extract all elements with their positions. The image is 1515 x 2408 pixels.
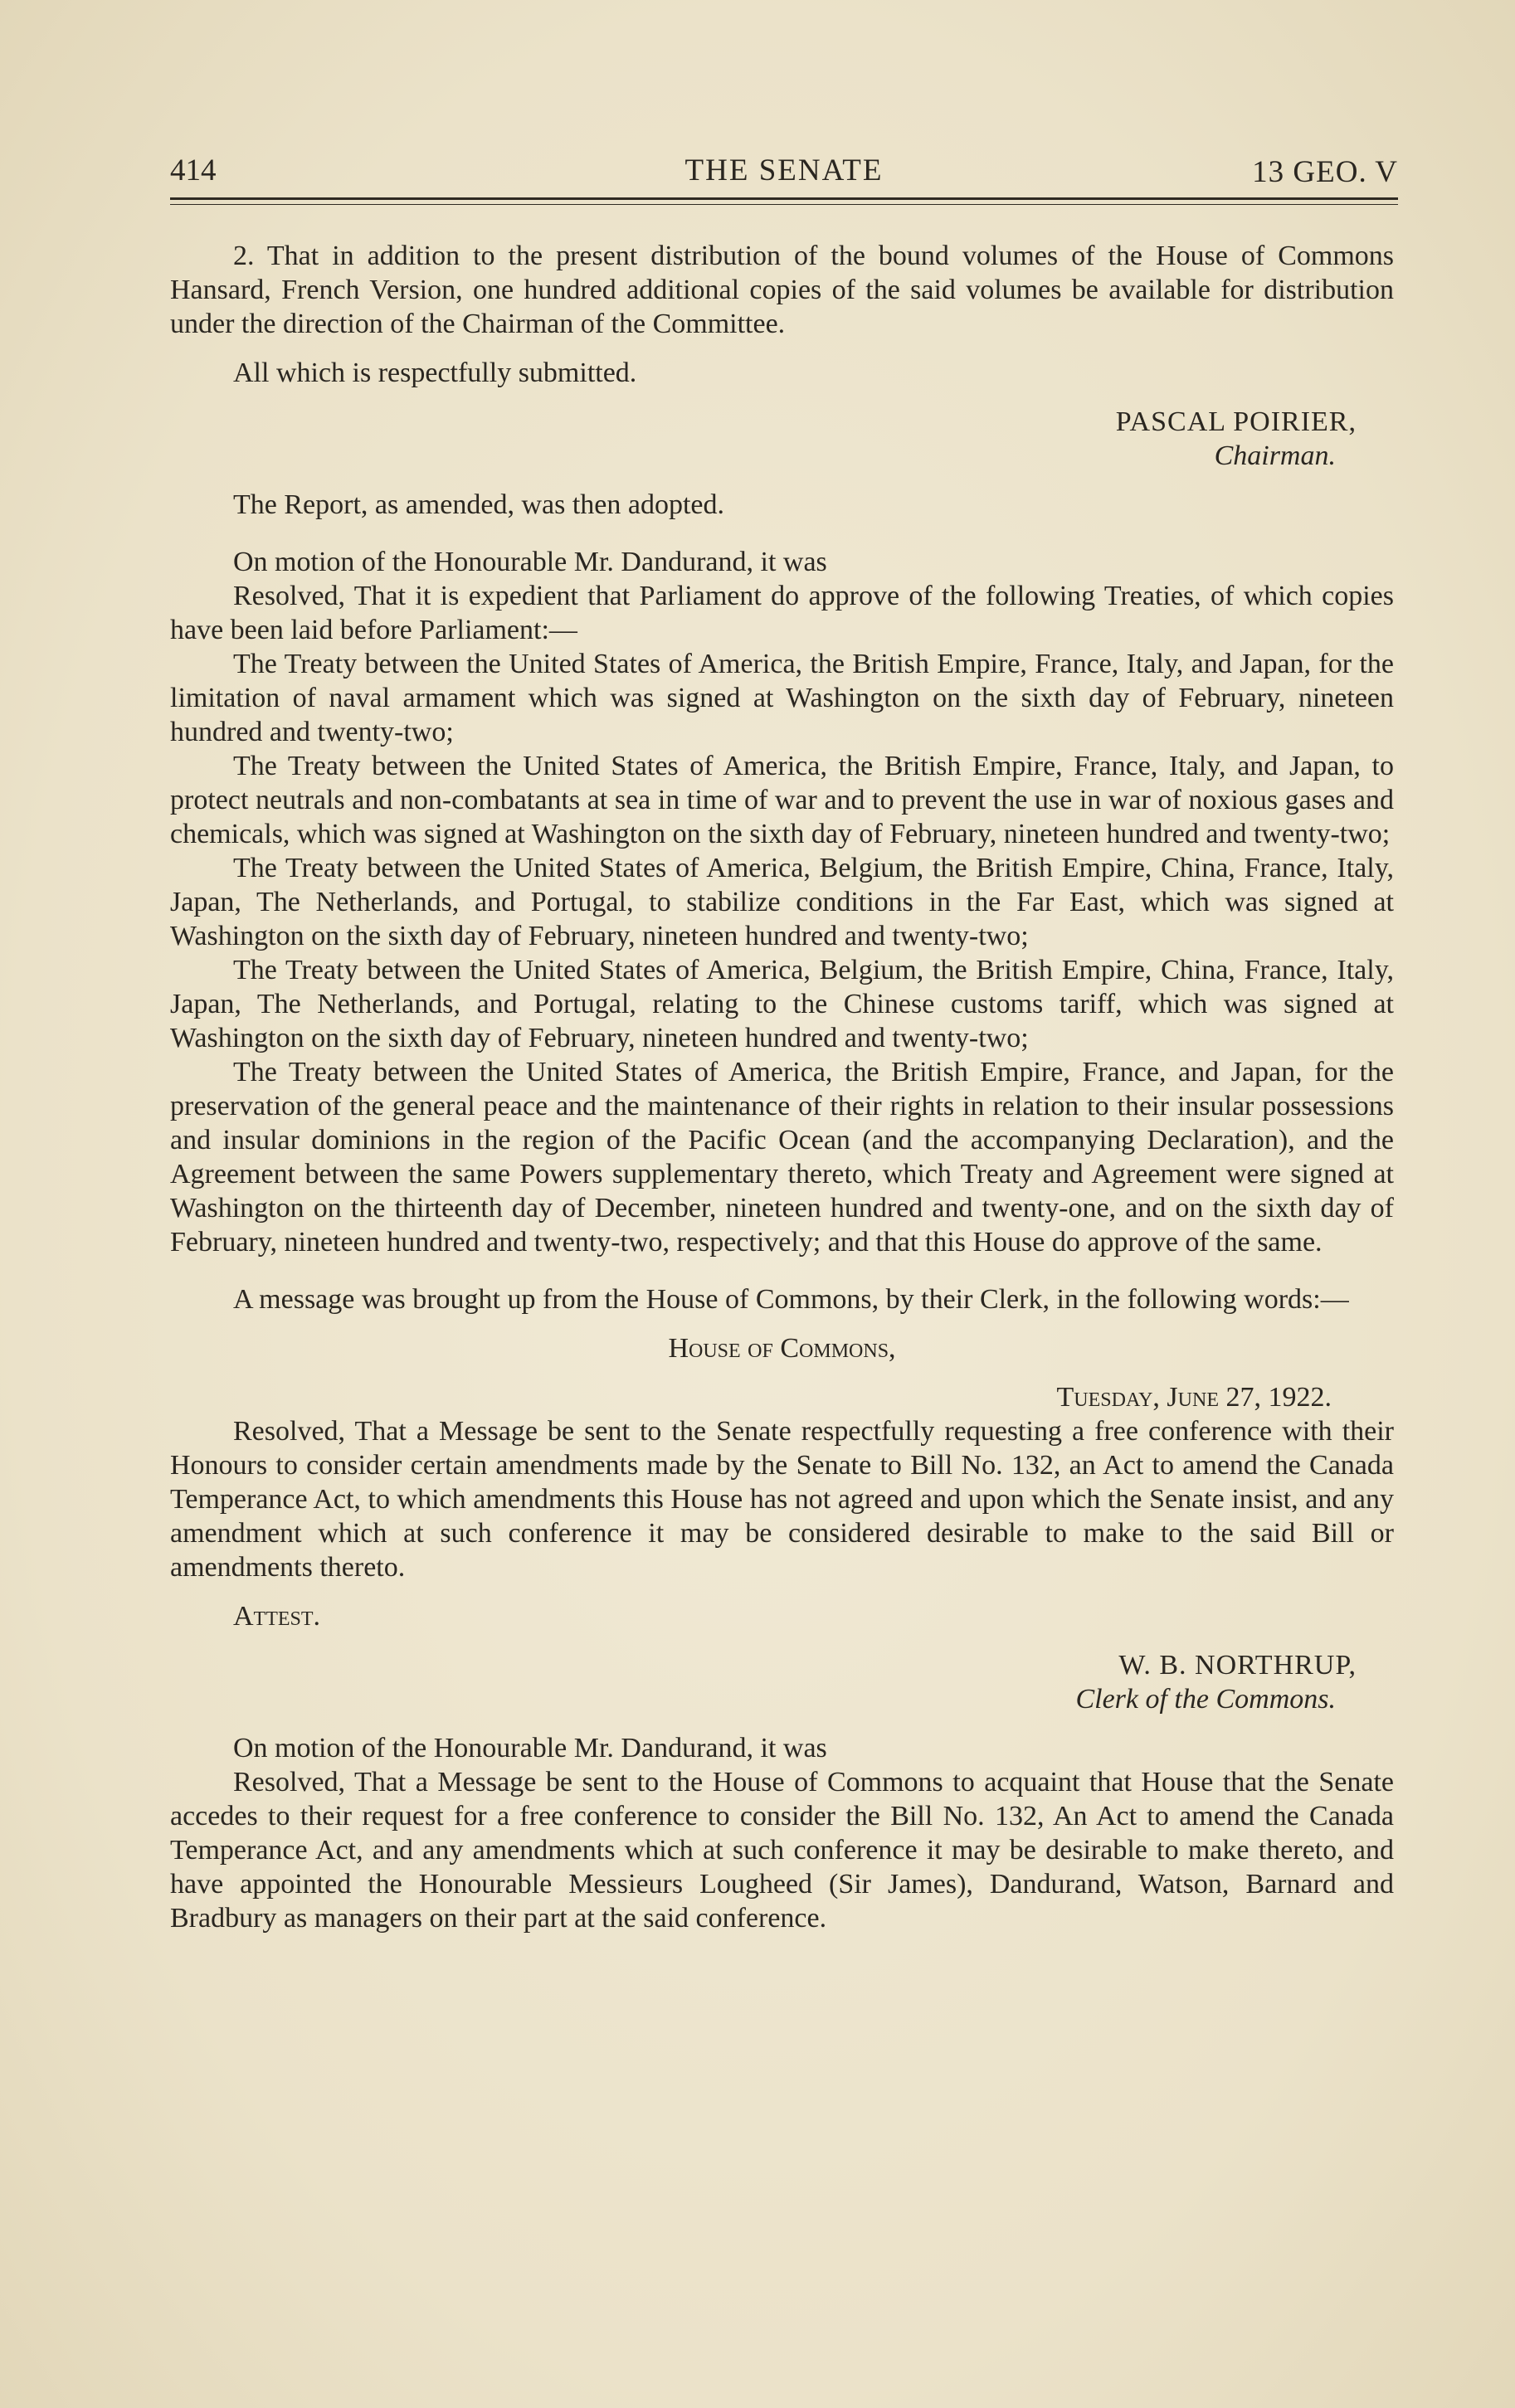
attest-label: Attest. bbox=[233, 1601, 321, 1632]
heading-house-of-commons: House of Commons, bbox=[668, 1333, 896, 1364]
running-title: THE SENATE bbox=[684, 153, 884, 187]
dateline: Tuesday, June 27, 1922. bbox=[1056, 1382, 1332, 1413]
paragraph-submitted: All which is respectfully submitted. bbox=[233, 358, 637, 388]
paragraph-resolved-treaties: Resolved, That it is expedient that Parliament do approve of the following Treaties, of which copies have been laid before Parliament:— bbox=[170, 581, 1394, 645]
paragraph-treaty-naval: The Treaty between the United States of America, the British Empire, France, Italy, and Japan, for the limitation of naval armament which was signed at Washington on the sixth day of February, nineteen hundred and twenty-two; bbox=[170, 649, 1394, 747]
paragraph-treaty-neutrals: The Treaty between the United States of America, the British Empire, France, Italy, and Japan, to protect neutrals and non-combatants at sea in time of war and to prevent the use in war of noxious gases and chemicals, which was signed at Washington on the sixth day of February, nineteen hundred and twenty-two; bbox=[170, 751, 1394, 849]
signature-title-clerk: Clerk of the Commons. bbox=[1075, 1684, 1336, 1715]
paragraph-distribution: 2. That in addition to the present distribution of the bound volumes of the House of Commons Hansard, French Version, one hundred additional copies of the said volumes be available for distribution under the direction of the Chairman of the Committee. bbox=[170, 241, 1394, 339]
paragraph-treaty-pacific: The Treaty between the United States of America, the British Empire, France, and Japan, for the preservation of the general peace and the maintenance of their rights in relation to their insular possessions and insular dominions in the region of the Pacific Ocean (and the accompanying Declaration), and the Agreement between the same Powers supplementary thereto, which Treaty and Agreement were signed at Washington on the thirteenth day of December, nineteen hundred and twenty-one, and on the sixth day of February, nineteen hundred and twenty-two, respectively; and that this House do approve of the same. bbox=[170, 1057, 1394, 1258]
paragraph-treaty-tariff: The Treaty between the United States of America, Belgium, the British Empire, China, France, Italy, Japan, The Netherlands, and Portugal, relating to the Chinese customs tariff, which was signed at Washington on the sixth day of February, nineteen hundred and twenty-two; bbox=[170, 955, 1394, 1053]
paragraph-resolved-conference: Resolved, That a Message be sent to the House of Commons to acquaint that House that the Senate accedes to their request for a free conference to consider the Bill No. 132, An Act to amend the Canada Temperance Act, and any amendments which at such conference it may be desirable to make thereto, and have appointed the Honourable Messieurs Lougheed (Sir James), Dandurand, Watson, Barnard and Bradbury as managers on their part at the said conference. bbox=[170, 1767, 1394, 1934]
signature-name-northrup: W. B. NORTHRUP, bbox=[1118, 1650, 1357, 1681]
signature-name-poirier: PASCAL POIRIER, bbox=[1115, 406, 1357, 437]
header-rule-thin bbox=[170, 204, 1398, 205]
page-number: 414 bbox=[170, 153, 217, 187]
header-rule-thick bbox=[170, 197, 1398, 200]
regnal-year: 13 GEO. V bbox=[1252, 155, 1398, 189]
paragraph-commons-resolution: Resolved, That a Message be sent to the Senate respectfully requesting a free conference with their Honours to consider certain amendments made by the Senate to Bill No. 132, an Act to amend the Canada Temperance Act, to which amendments this House has not agreed and upon which the Senate insist, and any amendment which at such conference it may be considered desirable to make to the said Bill or amendments thereto. bbox=[170, 1416, 1394, 1583]
paragraph-treaty-far-east: The Treaty between the United States of America, Belgium, the British Empire, China, France, Italy, Japan, The Netherlands, and Portugal, to stabilize conditions in the Far East, which was signed at Washington on the sixth day of February, nineteen hundred and twenty-two; bbox=[170, 853, 1394, 951]
paragraph-report-adopted: The Report, as amended, was then adopted. bbox=[233, 489, 724, 520]
signature-title-chairman: Chairman. bbox=[1214, 440, 1336, 471]
paragraph-motion-1: On motion of the Honourable Mr. Dandurand, it was bbox=[233, 547, 827, 577]
running-header bbox=[170, 146, 1398, 196]
paragraph-motion-2: On motion of the Honourable Mr. Dandurand, it was bbox=[233, 1733, 827, 1763]
document-body bbox=[170, 239, 1394, 1935]
paragraph-message: A message was brought up from the House of Commons, by their Clerk, in the following words:— bbox=[233, 1284, 1349, 1315]
